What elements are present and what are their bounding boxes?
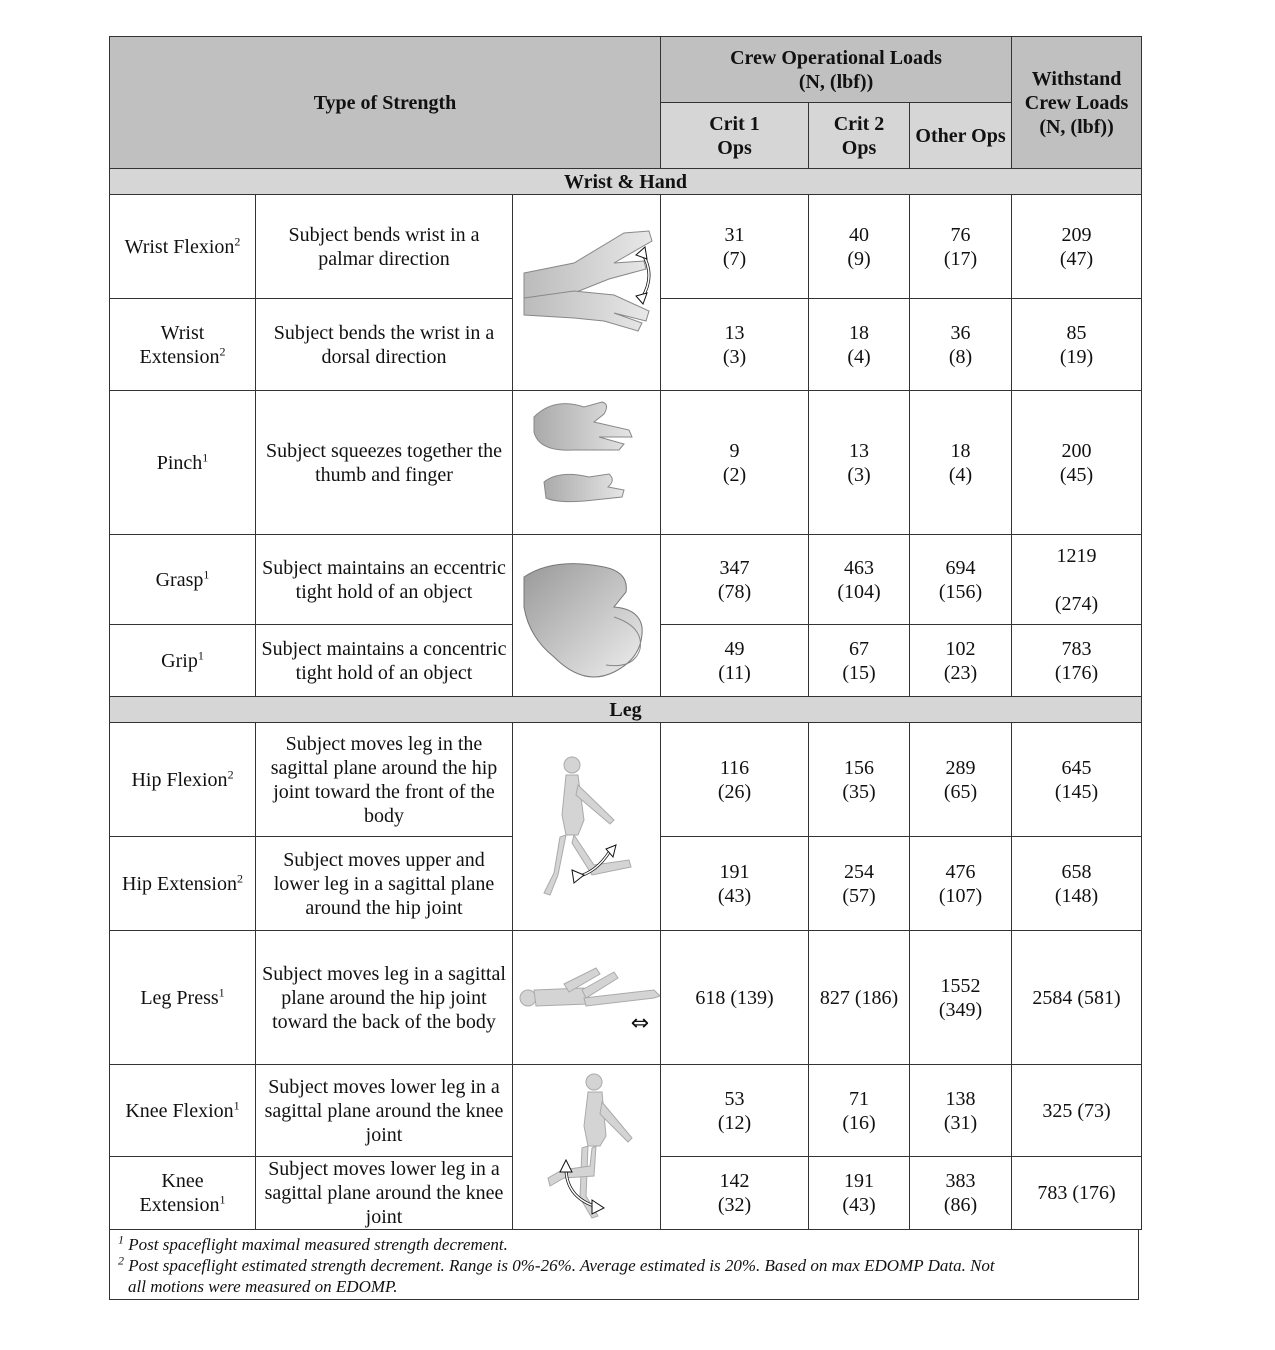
row-desc: Subject moves leg in the sagittal plane around the hip joint toward the front of the body xyxy=(256,723,513,837)
strength-table-wrapper xyxy=(109,36,1141,1300)
footnote-2: $^2$ Post spaceflight estimated strength decrement. Range is 0%-26%. Average estimated is 20%. Based on max EDOMP Data. Not xyxy=(118,1253,995,1275)
row-desc: Subject moves lower leg in a sagittal plane around the knee joint xyxy=(256,1157,513,1230)
row-desc: Subject maintains an eccentric tight hold of an object xyxy=(256,535,513,625)
row-desc: Subject moves upper and lower leg in a sagittal plane around the hip joint xyxy=(256,837,513,931)
crew-operational-loads-header: Crew Operational Loads (N, (lbf)) xyxy=(661,37,1012,103)
table-row xyxy=(110,1065,1142,1157)
crit1-cell: 53 (12) xyxy=(661,1065,809,1157)
row-desc: Subject squeezes together the thumb and finger xyxy=(256,391,513,535)
crit1-cell: 142 (32) xyxy=(661,1157,809,1230)
row-name: Grip$^1$ xyxy=(110,625,256,697)
crit1-cell: 31 (7) xyxy=(661,195,809,299)
type-of-strength-header: Type of Strength xyxy=(110,37,661,169)
crit1-cell: 347 (78) xyxy=(661,535,809,625)
strength-table xyxy=(109,36,1142,1230)
other-ops-cell: 76 (17) xyxy=(910,195,1012,299)
svg-text:⇔: ⇔ xyxy=(630,1010,649,1036)
withstand-cell: 658 (148) xyxy=(1012,837,1142,931)
withstand-cell: 200 (45) xyxy=(1012,391,1142,535)
row-name: Leg Press$^1$ xyxy=(110,931,256,1065)
withstand-cell: 645 (145) xyxy=(1012,723,1142,837)
withstand-cell: 783 (176) xyxy=(1012,625,1142,697)
row-desc: Subject maintains a concentric tight hold of an object xyxy=(256,625,513,697)
row-name: Hip Extension$^2$ xyxy=(110,837,256,931)
other-ops-cell: 36 (8) xyxy=(910,299,1012,391)
crit2-cell: 40 (9) xyxy=(809,195,910,299)
row-name: Knee Flexion$^1$ xyxy=(110,1065,256,1157)
crit2-cell: 18 (4) xyxy=(809,299,910,391)
crit2-cell: 463 (104) xyxy=(809,535,910,625)
pinch-illustration xyxy=(513,391,661,535)
other-ops-cell: 383 (86) xyxy=(910,1157,1012,1230)
crit2-cell: 156 (35) xyxy=(809,723,910,837)
row-name: Wrist Flexion$^2$ xyxy=(110,195,256,299)
crit1-cell: 13 (3) xyxy=(661,299,809,391)
crit2-cell: 71 (16) xyxy=(809,1065,910,1157)
row-name: Grasp$^1$ xyxy=(110,535,256,625)
row-desc: Subject bends the wrist in a dorsal direction xyxy=(256,299,513,391)
crit2-cell: 254 (57) xyxy=(809,837,910,931)
hip-illustration xyxy=(513,723,661,931)
crit2-cell: 13 (3) xyxy=(809,391,910,535)
withstand-cell: 209 (47) xyxy=(1012,195,1142,299)
table-row xyxy=(110,535,1142,625)
footnote-2-continued: all motions were measured on EDOMP. xyxy=(128,1277,398,1296)
table-row xyxy=(110,195,1142,299)
crit1-header: Crit 1 Ops xyxy=(661,103,809,169)
withstand-header: Withstand Crew Loads (N, (lbf)) xyxy=(1012,37,1142,169)
other-ops-cell: 102 (23) xyxy=(910,625,1012,697)
table-row xyxy=(110,723,1142,837)
table-row xyxy=(110,931,1142,1065)
crit1-cell: 116 (26) xyxy=(661,723,809,837)
withstand-cell: 2584 (581) xyxy=(1012,931,1142,1065)
withstand-cell: 783 (176) xyxy=(1012,1157,1142,1230)
crit1-cell: 618 (139) xyxy=(661,931,809,1065)
other-ops-cell: 1552 (349) xyxy=(910,931,1012,1065)
other-ops-header: Other Ops xyxy=(910,103,1012,169)
footnotes xyxy=(109,1230,1139,1300)
leg-press-illustration xyxy=(513,931,661,1065)
withstand-cell: 1219 (274) xyxy=(1012,535,1142,625)
footnote-1: $^1$ Post spaceflight maximal measured strength decrement. xyxy=(118,1232,508,1254)
other-ops-cell: 18 (4) xyxy=(910,391,1012,535)
crit2-header: Crit 2 Ops xyxy=(809,103,910,169)
row-name: Pinch$^1$ xyxy=(110,391,256,535)
other-ops-cell: 289 (65) xyxy=(910,723,1012,837)
crit2-cell: 191 (43) xyxy=(809,1157,910,1230)
row-name: Hip Flexion$^2$ xyxy=(110,723,256,837)
row-desc: Subject moves lower leg in a sagittal plane around the knee joint xyxy=(256,1065,513,1157)
crit1-cell: 191 (43) xyxy=(661,837,809,931)
other-ops-cell: 694 (156) xyxy=(910,535,1012,625)
table-row xyxy=(110,391,1142,535)
crit2-cell: 67 (15) xyxy=(809,625,910,697)
wrist-illustration xyxy=(513,195,661,391)
section-wrist-hand: Wrist & Hand xyxy=(110,169,1142,195)
grasp-grip-illustration xyxy=(513,535,661,697)
crit2-cell: 827 (186) xyxy=(809,931,910,1065)
crit1-cell: 49 (11) xyxy=(661,625,809,697)
knee-illustration xyxy=(513,1065,661,1230)
withstand-cell: 325 (73) xyxy=(1012,1065,1142,1157)
row-name: Knee Extension$^1$ xyxy=(110,1157,256,1230)
withstand-cell: 85 (19) xyxy=(1012,299,1142,391)
other-ops-cell: 138 (31) xyxy=(910,1065,1012,1157)
row-name: Wrist Extension$^2$ xyxy=(110,299,256,391)
row-desc: Subject moves leg in a sagittal plane around the hip joint toward the back of the body xyxy=(256,931,513,1065)
crit1-cell: 9 (2) xyxy=(661,391,809,535)
row-desc: Subject bends wrist in a palmar direction xyxy=(256,195,513,299)
section-leg: Leg xyxy=(110,697,1142,723)
other-ops-cell: 476 (107) xyxy=(910,837,1012,931)
